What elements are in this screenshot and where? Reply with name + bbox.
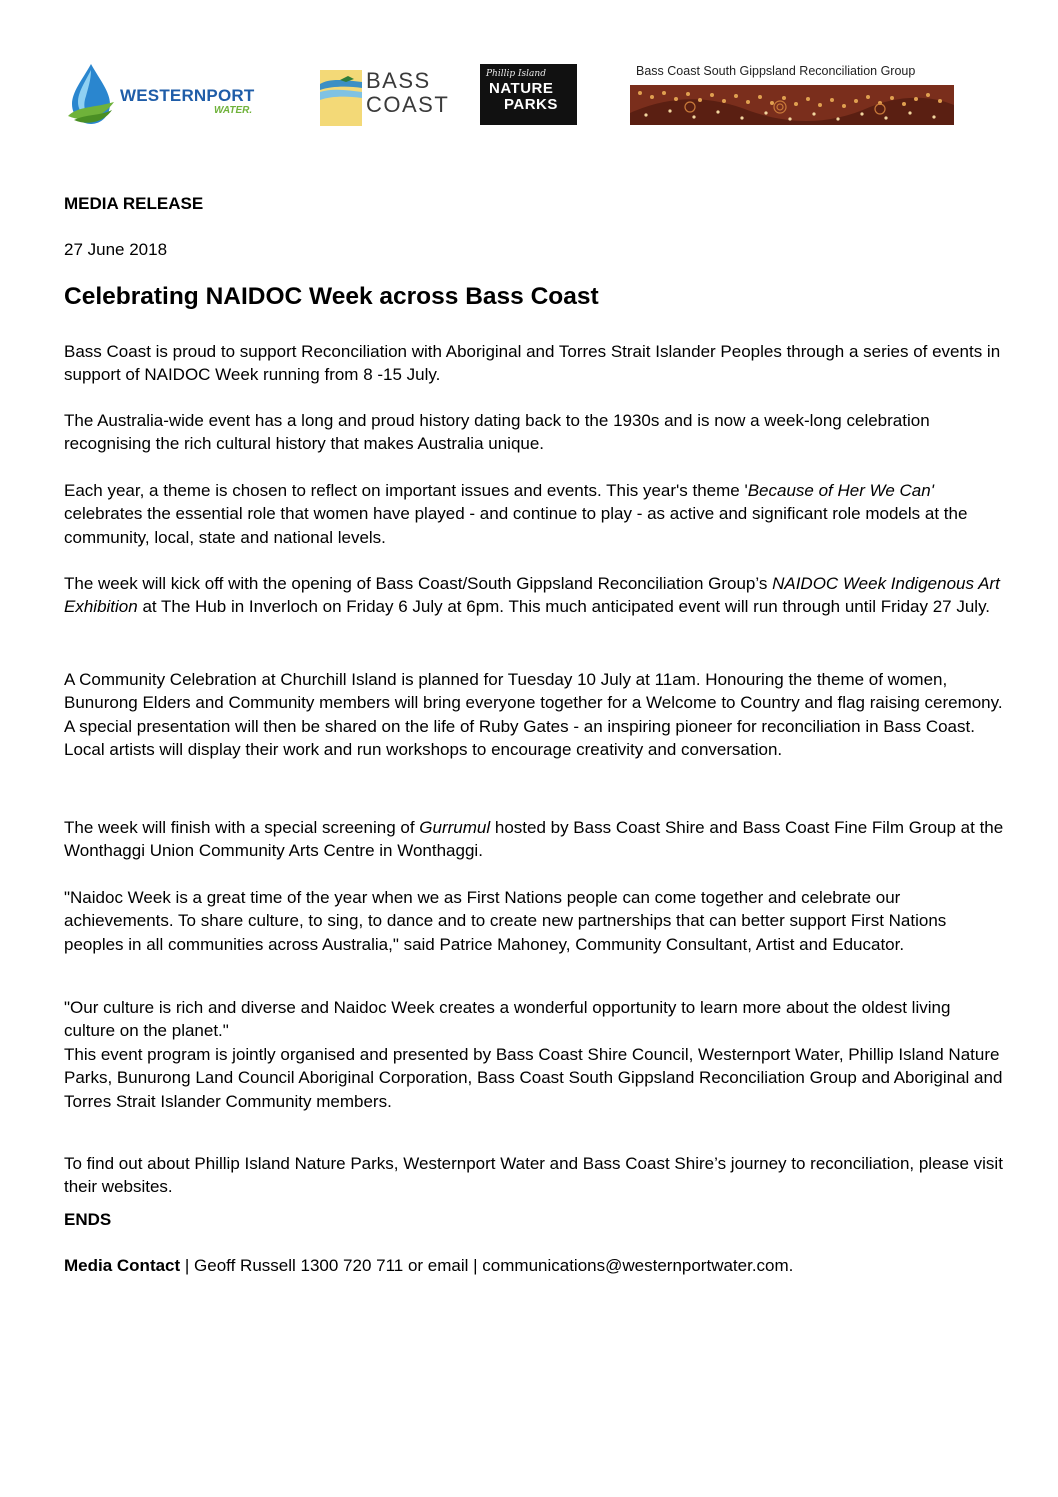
program-partners-text: This event program is jointly organised and presented by Bass Coast Shire Council, Westernport Water, Phillip Island Nature Parks, Bunurong Land Council Aboriginal Corporation, Bass Coast South Gippsland Reconciliation Group and Aboriginal and Torres Strait Islander Community members. xyxy=(64,1044,1003,1111)
quote-text: "Our culture is rich and diverse and Naidoc Week creates a wonderful opportunity to learn more about the oldest living culture on the planet." xyxy=(64,998,951,1041)
release-label: MEDIA RELEASE xyxy=(64,194,204,213)
theme-title: Because of Her We Can' xyxy=(747,481,934,500)
paragraph-text: at The Hub in Inverloch on Friday 6 July at 6pm. This much anticipated event will run through until Friday 27 July. xyxy=(137,597,991,617)
paragraph-quote-1: "Naidoc Week is a great time of the year when we as First Nations people can come together and celebrate our achievements. To share culture, to sing, to dance and to create new partnerships that can better support First Nations peoples in all communities across Australia," said Patrice Mahoney, Community Consultant, Artist and Educator. xyxy=(64,888,947,954)
nature-parks-top: Phillip Island xyxy=(486,69,546,79)
paragraph-websites: To find out about Phillip Island Nature Parks, Westernport Water and Bass Coast Shire’s journey to reconciliation, please visit their websites. xyxy=(64,1154,1003,1197)
paragraph-celebration: A Community Celebration at Churchill Island is planned for Tuesday 10 July at 11am. Honouring the theme of women, Bunurong Elders and Community members will bring everyone together for a Welcome to Country and flag raising ceremony. A special presentation will then be shared on the life of Ruby Gates - an inspiring pioneer for reconciliation in Bass Coast. Local artists will display their work and run workshops to encourage creativity and conversation. xyxy=(64,670,1003,760)
paragraph-exhibition xyxy=(64,572,1004,619)
bass-coast-emblem-icon xyxy=(320,70,362,126)
paragraph-text: Each year, a theme is chosen to reflect on important issues and events. This year's theme ' xyxy=(64,481,748,500)
water-drop-icon xyxy=(64,62,118,130)
film-title: Gurrumul xyxy=(419,818,491,837)
westernport-name: WESTERNPORT xyxy=(120,86,255,105)
exhibition-title: NAIDOC Week Indigenous Art Exhibition xyxy=(64,574,1000,617)
westernport-water-logo xyxy=(64,62,284,130)
reconciliation-group-title: Bass Coast South Gippsland Reconciliation Group xyxy=(636,64,916,78)
logo-header xyxy=(0,56,1058,136)
media-contact xyxy=(64,1256,793,1276)
paragraph-theme xyxy=(64,479,1004,549)
ends-label: ENDS xyxy=(64,1210,112,1229)
paragraph-text: The week will finish with a special screening of xyxy=(64,818,420,837)
paragraph-screening xyxy=(64,816,1004,863)
page-title: Celebrating NAIDOC Week across Bass Coast xyxy=(64,283,599,310)
paragraph-history: The Australia-wide event has a long and proud history dating back to the 1930s and is now a week-long celebration recognising the rich cultural history that makes Australia unique. xyxy=(64,411,930,454)
paragraph-text: hosted by Bass Coast Shire and Bass Coast Fine Film Group at the Wonthaggi Union Community Arts Centre in Wonthaggi. xyxy=(64,818,1004,861)
bass-coast-line2: COAST xyxy=(366,92,450,117)
bass-coast-line1: BASS xyxy=(366,68,431,93)
paragraph-intro: Bass Coast is proud to support Reconciliation with Aboriginal and Torres Strait Islander Peoples through a series of events in support of NAIDOC Week running from 8 -15 July. xyxy=(64,342,1001,385)
media-contact-label: Media Contact xyxy=(64,1256,181,1275)
bass-coast-logo xyxy=(320,66,450,128)
reconciliation-group-logo xyxy=(630,64,954,126)
nature-parks-line1: NATURE xyxy=(489,80,554,97)
westernport-water-sub: WATER. xyxy=(214,105,253,116)
paragraph-quote-2 xyxy=(64,996,1004,1113)
paragraph-text: celebrates the essential role that women have played - and continue to play - as active and significant role models at the community, local, state and national levels. xyxy=(64,504,968,547)
aboriginal-art-banner-icon xyxy=(630,85,954,125)
media-contact-details: | Geoff Russell 1300 720 711 or email | communications@westernportwater.com. xyxy=(180,1256,794,1275)
nature-parks-line2: PARKS xyxy=(504,96,558,113)
nature-parks-logo xyxy=(480,64,577,125)
paragraph-text: The week will kick off with the opening of Bass Coast/South Gippsland Reconciliation Group’s xyxy=(64,574,773,593)
release-date: 27 June 2018 xyxy=(64,240,168,259)
